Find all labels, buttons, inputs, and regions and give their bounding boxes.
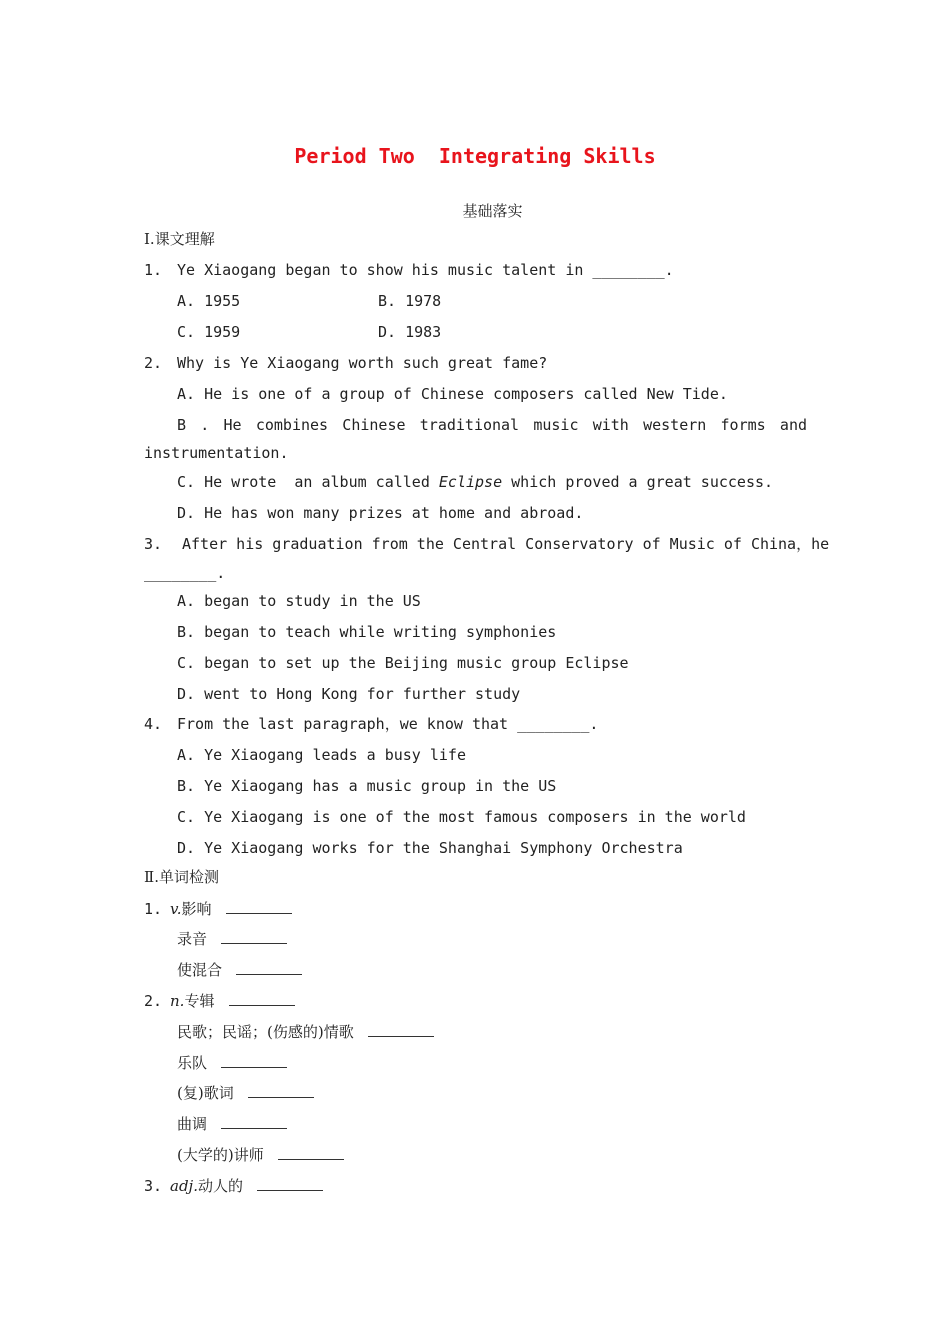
question-text: From the last paragraph，we know that ________.: [177, 715, 599, 733]
vocab-group-number: 2.: [144, 992, 163, 1010]
page-title: Period Two Integrating Skills: [294, 144, 656, 168]
option-b: B. Ye Xiaogang has a music group in the US: [177, 777, 557, 795]
vocab-meaning: 乐队: [177, 1054, 208, 1072]
section-heading-reading: Ⅰ.课文理解: [144, 230, 215, 248]
vocab-meaning: (大学的)讲师: [177, 1146, 264, 1164]
question-number: 2.: [144, 354, 163, 372]
option-b-continued: instrumentation.: [144, 444, 289, 462]
vocab-item: [170, 991, 295, 1011]
option-a: A. 1955: [177, 292, 241, 310]
section-heading-vocabulary: Ⅱ.单词检测: [144, 868, 219, 886]
option-a: A. He is one of a group of Chinese composers called New Tide.: [177, 385, 728, 403]
vocab-meaning: 民歌；民谣；(伤感的)情歌: [177, 1023, 354, 1041]
option-d: D. 1983: [378, 323, 442, 341]
vocab-item: [177, 960, 302, 980]
answer-blank[interactable]: [221, 1053, 287, 1068]
vocab-meaning: (复)歌词: [177, 1084, 234, 1102]
vocab-item: [177, 1022, 434, 1042]
question-number: 4.: [144, 715, 163, 733]
option-d: D. went to Hong Kong for further study: [177, 685, 521, 703]
part-of-speech: v.: [170, 900, 182, 918]
section-subtitle: 基础落实: [462, 202, 523, 220]
vocab-meaning: 专辑: [184, 992, 215, 1010]
question-number: 3.: [144, 535, 163, 553]
answer-blank[interactable]: [278, 1145, 344, 1160]
option-c: [177, 472, 773, 492]
vocab-meaning: 动人的: [197, 1177, 243, 1195]
vocab-item: [177, 929, 287, 949]
question-text-continued: ________.: [144, 564, 226, 582]
album-title: Eclipse: [438, 473, 503, 491]
question-text: Why is Ye Xiaogang worth such great fame?: [177, 354, 548, 372]
vocab-meaning: 影响: [181, 900, 212, 918]
question-number: 1.: [144, 261, 163, 279]
option-c-prefix: C. He wrote an album called: [177, 473, 439, 491]
option-b: B. began to teach while writing symphonies: [177, 623, 557, 641]
option-c-suffix: which proved a great success.: [502, 473, 774, 491]
option-d: D. Ye Xiaogang works for the Shanghai Symphony Orchestra: [177, 839, 683, 857]
answer-blank[interactable]: [236, 960, 302, 975]
option-b: B. 1978: [378, 292, 442, 310]
vocab-item: [170, 1176, 323, 1196]
vocab-group-number: 1.: [144, 900, 163, 918]
part-of-speech: adj.: [170, 1177, 198, 1195]
part-of-speech: n.: [170, 992, 185, 1010]
vocab-meaning: 录音: [177, 930, 208, 948]
answer-blank[interactable]: [221, 929, 287, 944]
answer-blank[interactable]: [221, 1114, 287, 1129]
vocab-meaning: 曲调: [177, 1115, 208, 1133]
option-a: A. Ye Xiaogang leads a busy life: [177, 746, 466, 764]
vocab-item: [177, 1114, 287, 1134]
vocab-group-number: 3.: [144, 1177, 163, 1195]
answer-blank[interactable]: [229, 991, 295, 1006]
option-c: C. Ye Xiaogang is one of the most famous composers in the world: [177, 808, 746, 826]
option-a: A. began to study in the US: [177, 592, 421, 610]
question-text: Ye Xiaogang began to show his music talent in ________.: [177, 261, 674, 279]
option-c: C. 1959: [177, 323, 241, 341]
answer-blank[interactable]: [248, 1083, 314, 1098]
vocab-item: [170, 899, 292, 919]
question-text: After his graduation from the Central Conservatory of Music of China，he: [182, 535, 830, 553]
answer-blank[interactable]: [226, 899, 292, 914]
vocab-item: [177, 1145, 344, 1165]
option-d: D. He has won many prizes at home and abroad.: [177, 504, 584, 522]
vocab-item: [177, 1053, 287, 1073]
vocab-item: [177, 1083, 314, 1103]
answer-blank[interactable]: [257, 1176, 323, 1191]
option-c: C. began to set up the Beijing music group Eclipse: [177, 654, 629, 672]
option-b: B . He combines Chinese traditional music with western forms and: [177, 416, 807, 434]
answer-blank[interactable]: [368, 1022, 434, 1037]
vocab-meaning: 使混合: [177, 961, 223, 979]
